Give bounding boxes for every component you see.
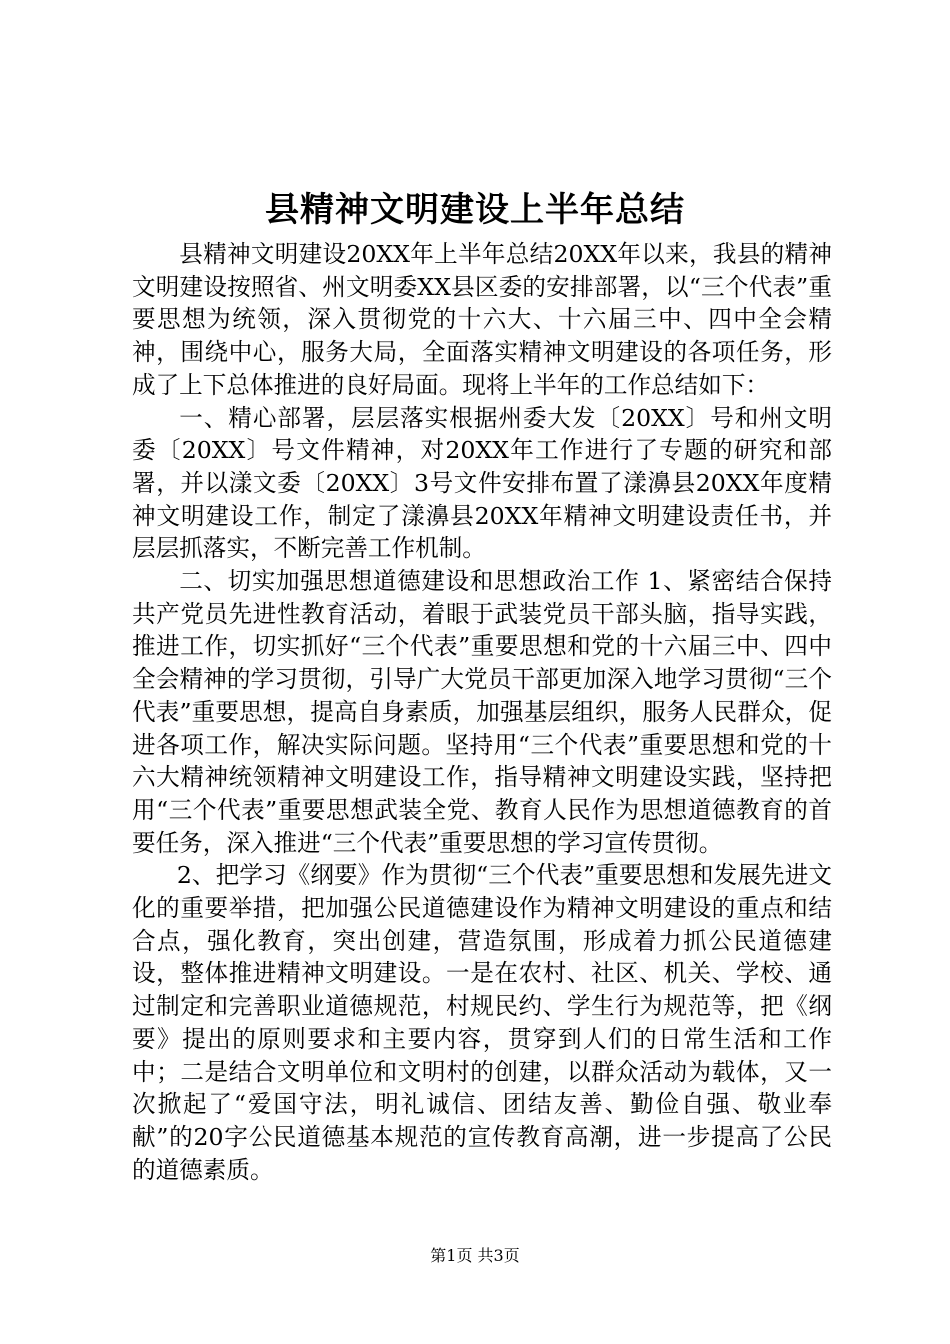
paragraph-intro: 县精神文明建设20XX年上半年总结20XX年以来，我县的精神文明建设按照省、州文明委XX县区委的安排部署，以“三个代表”重要思想为统领，深入贯彻党的十六大、十六届三中、四中全会精神，围绕中心，服务大局，全面落实精神文明建设的各项任务，形成了上下总体推进的良好局面。现将上半年的工作总结如下：: [132, 240, 832, 399]
document-body: [132, 238, 832, 1186]
document-title: 县精神文明建设上半年总结: [265, 190, 685, 230]
paragraph-section-1: 一、精心部署，层层落实根据州委大发〔20XX〕号和州文明委〔20XX〕号文件精神，对20XX年工作进行了专题的研究和部署，并以漾文委〔20XX〕3号文件安排布置了漾濞县20XX年度精神文明建设工作，制定了漾濞县20XX年精神文明建设责任书，并层层抓落实，不断完善工作机制。: [132, 403, 832, 563]
paragraph-section-2: 二、切实加强思想道德建设和思想政治工作 1、紧密结合保持共产党员先进性教育活动，着眼于武装党员干部头脑，指导实践，推进工作，切实抓好“三个代表”重要思想和党的十六届三中、四中全会精神的学习贯彻，引导广大党员干部更加深入地学习贯彻“三个代表”重要思想，提高自身素质，加强基层组织，服务人民群众，促进各项工作，解决实际问题。坚持用“三个代表”重要思想和党的十六大精神统领精神文明建设工作，指导精神文明建设实践，坚持把用“三个代表”重要思想武装全党、教育人民作为思想道德教育的首要任务，深入推进“三个代表”重要思想的学习宣传贯彻。: [132, 567, 832, 857]
paragraph-section-2-item-2: 2、把学习《纲要》作为贯彻“三个代表”重要思想和发展先进文化的重要举措，把加强公民道德建设作为精神文明建设的重点和结合点，强化教育，突出创建，营造氛围，形成着力抓公民道德建设，整体推进精神文明建设。一是在农村、社区、机关、学校、通过制定和完善职业道德规范，村规民约、学生行为规范等，把《纲要》提出的原则要求和主要内容，贯穿到人们的日常生活和工作中；二是结合文明单位和文明村的创建，以群众活动为载体，又一次掀起了“爱国守法，明礼诚信、团结友善、勤俭自强、敬业奉献”的20字公民道德基本规范的宣传教育高潮，进一步提高了公民的道德素质。: [132, 861, 832, 1184]
page-footer: 第1页 共3页: [430, 1246, 520, 1265]
